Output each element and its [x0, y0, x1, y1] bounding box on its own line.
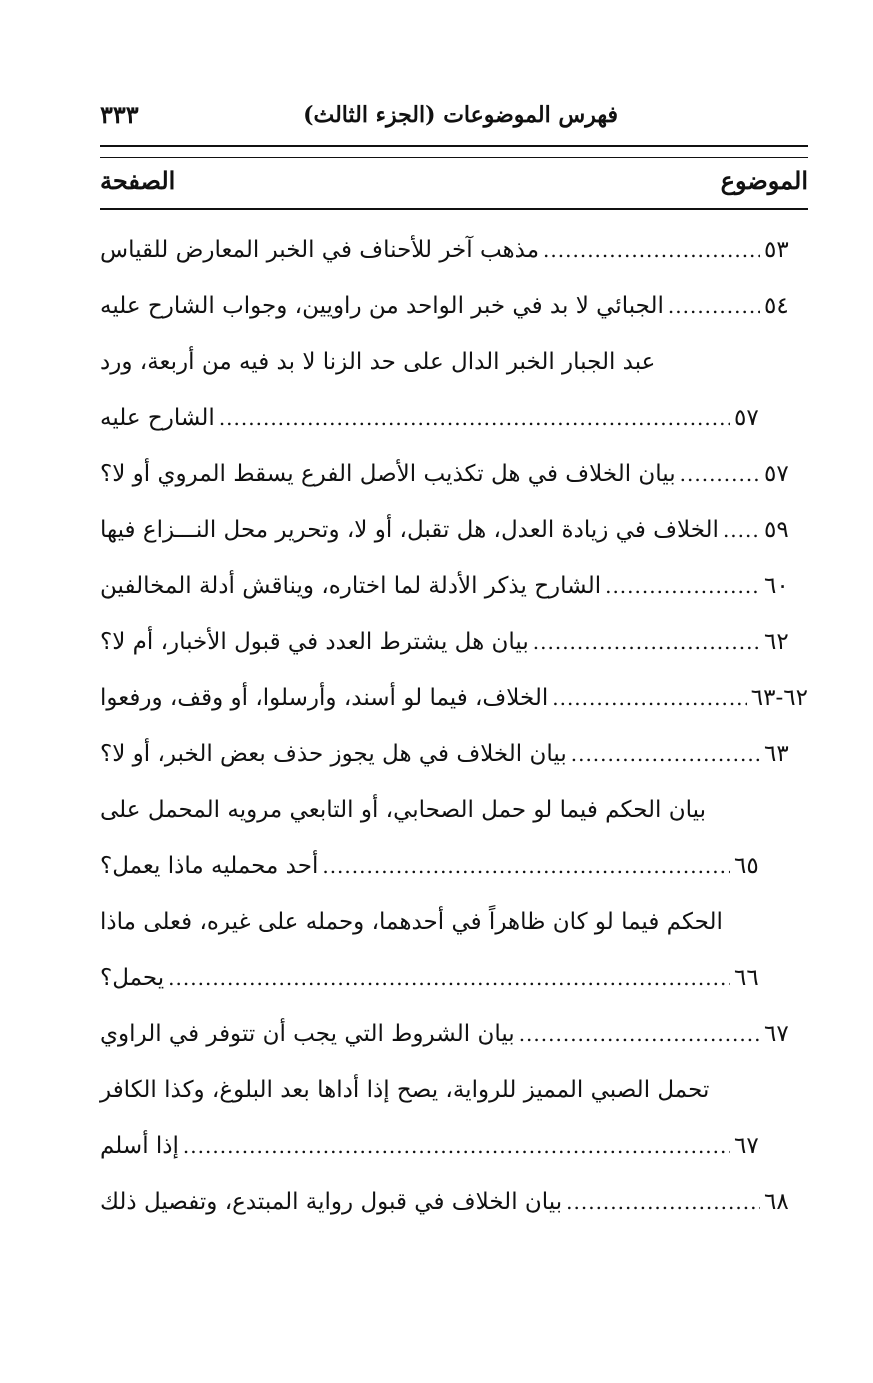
- toc-entry-page: ٦٣: [764, 741, 789, 767]
- toc-entry-text: الشارح يذكر الأدلة لما اختاره، ويناقش أدلة المخالفين: [100, 573, 602, 599]
- running-header: [100, 98, 808, 138]
- toc-entry: [100, 1062, 808, 1118]
- toc-entry-page: ٦٠: [764, 573, 789, 599]
- header-page-number: ٣٣٣: [100, 100, 139, 129]
- toc-entry-text: بيان هل يشترط العدد في قبول الأخبار، أم لا؟: [100, 629, 529, 655]
- toc-entry: [100, 782, 808, 838]
- leader-dots: [566, 1190, 760, 1214]
- toc-entry-text: بيان الحكم فيما لو حمل الصحابي، أو التابعي مرويه المحمل على: [100, 797, 706, 823]
- toc-entry: [100, 1174, 808, 1230]
- toc-entry-page: ٦٧: [764, 1021, 789, 1047]
- toc-entry-text: بيان الخلاف في هل تكذيب الأصل الفرع يسقط المروي أو لا؟: [100, 461, 676, 487]
- toc-entry-page: ٥٣: [764, 237, 789, 263]
- leader-dots: [168, 966, 730, 990]
- toc-entry-text: الشارح عليه: [100, 405, 215, 431]
- leader-dots: [605, 574, 760, 598]
- toc-entry-page: ٦٥: [734, 853, 759, 879]
- toc-entry-page: ٦٢-٦٣: [750, 685, 808, 711]
- toc-entry: [100, 222, 808, 278]
- toc-entry-text: الحكم فيما لو كان ظاهراً في أحدهما، وحمله على غيره، فعلى ماذا: [100, 909, 723, 935]
- toc-entry-page: ٦٧: [734, 1133, 759, 1159]
- toc-entry: [100, 1006, 808, 1062]
- leader-dots: [668, 294, 760, 318]
- leader-dots: [571, 742, 760, 766]
- toc-entry: [100, 502, 808, 558]
- column-heading-rule: [100, 208, 808, 210]
- toc-entry-page: ٦٢: [764, 629, 789, 655]
- leader-dots: [543, 238, 760, 262]
- toc-entry-text: تحمل الصبي المميز للرواية، يصح إذا أداها بعد البلوغ، وكذا الكافر: [100, 1077, 710, 1103]
- header-title: فهرس الموضوعات (الجزء الثالث): [303, 102, 618, 128]
- column-heading-page: الصفحة: [100, 166, 176, 195]
- toc-entry-continuation: [100, 390, 808, 446]
- toc-entry-text: الجبائي لا بد في خبر الواحد من راويين، وجواب الشارح عليه: [100, 293, 664, 319]
- leader-dots: [533, 630, 760, 654]
- toc-entry: [100, 334, 808, 390]
- toc-entry: [100, 726, 808, 782]
- toc-entry-text: إذا أسلم: [100, 1133, 179, 1159]
- toc-entry-text: بيان الخلاف في هل يجوز حذف بعض الخبر، أو لا؟: [100, 741, 567, 767]
- toc-entry-text: بيان الخلاف في قبول رواية المبتدع، وتفصيل ذلك: [100, 1189, 563, 1215]
- leader-dots: [183, 1134, 730, 1158]
- header-rule-top: [100, 145, 808, 147]
- toc-entry-text: مذهب آخر للأحناف في الخبر المعارض للقياس: [100, 237, 540, 263]
- leader-dots: [219, 406, 730, 430]
- toc-entry: [100, 446, 808, 502]
- toc-entry-continuation: [100, 1118, 808, 1174]
- leader-dots: [680, 462, 760, 486]
- toc-entry-page: ٥٧: [764, 461, 789, 487]
- toc-entry-page: ٥٩: [764, 517, 789, 543]
- toc-entry-page: ٦٨: [764, 1189, 789, 1215]
- toc-entry-text: الخلاف، فيما لو أسند، وأرسلوا، أو وقف، ورفعوا: [100, 685, 549, 711]
- toc-entry: [100, 614, 808, 670]
- toc-entry-text: عبد الجبار الخبر الدال على حد الزنا لا بد فيه من أربعة، ورد: [100, 349, 656, 375]
- toc-list: [100, 222, 808, 1230]
- column-heading-topic: الموضوع: [720, 166, 808, 195]
- toc-entry-page: ٦٦: [734, 965, 759, 991]
- toc-entry-text: يحمل؟: [100, 965, 165, 991]
- toc-entry: [100, 558, 808, 614]
- toc-entry-page: ٥٤: [764, 293, 789, 319]
- toc-entry: [100, 894, 808, 950]
- leader-dots: [552, 686, 747, 710]
- leader-dots: [519, 1022, 760, 1046]
- toc-entry-page: ٥٧: [734, 405, 759, 431]
- header-rule-bottom: [100, 157, 808, 158]
- toc-entry-continuation: [100, 950, 808, 1006]
- column-headings: [100, 166, 808, 204]
- leader-dots: [723, 518, 760, 542]
- toc-entry-text: بيان الشروط التي يجب أن تتوفر في الراوي: [100, 1021, 515, 1047]
- leader-dots: [322, 854, 730, 878]
- toc-entry-text: أحد محمليه ماذا يعمل؟: [100, 853, 319, 879]
- toc-entry: [100, 278, 808, 334]
- toc-entry-text: الخلاف في زيادة العدل، هل تقبل، أو لا، وتحرير محل النـــزاع فيها: [100, 517, 719, 543]
- toc-entry: [100, 670, 808, 726]
- toc-entry-continuation: [100, 838, 808, 894]
